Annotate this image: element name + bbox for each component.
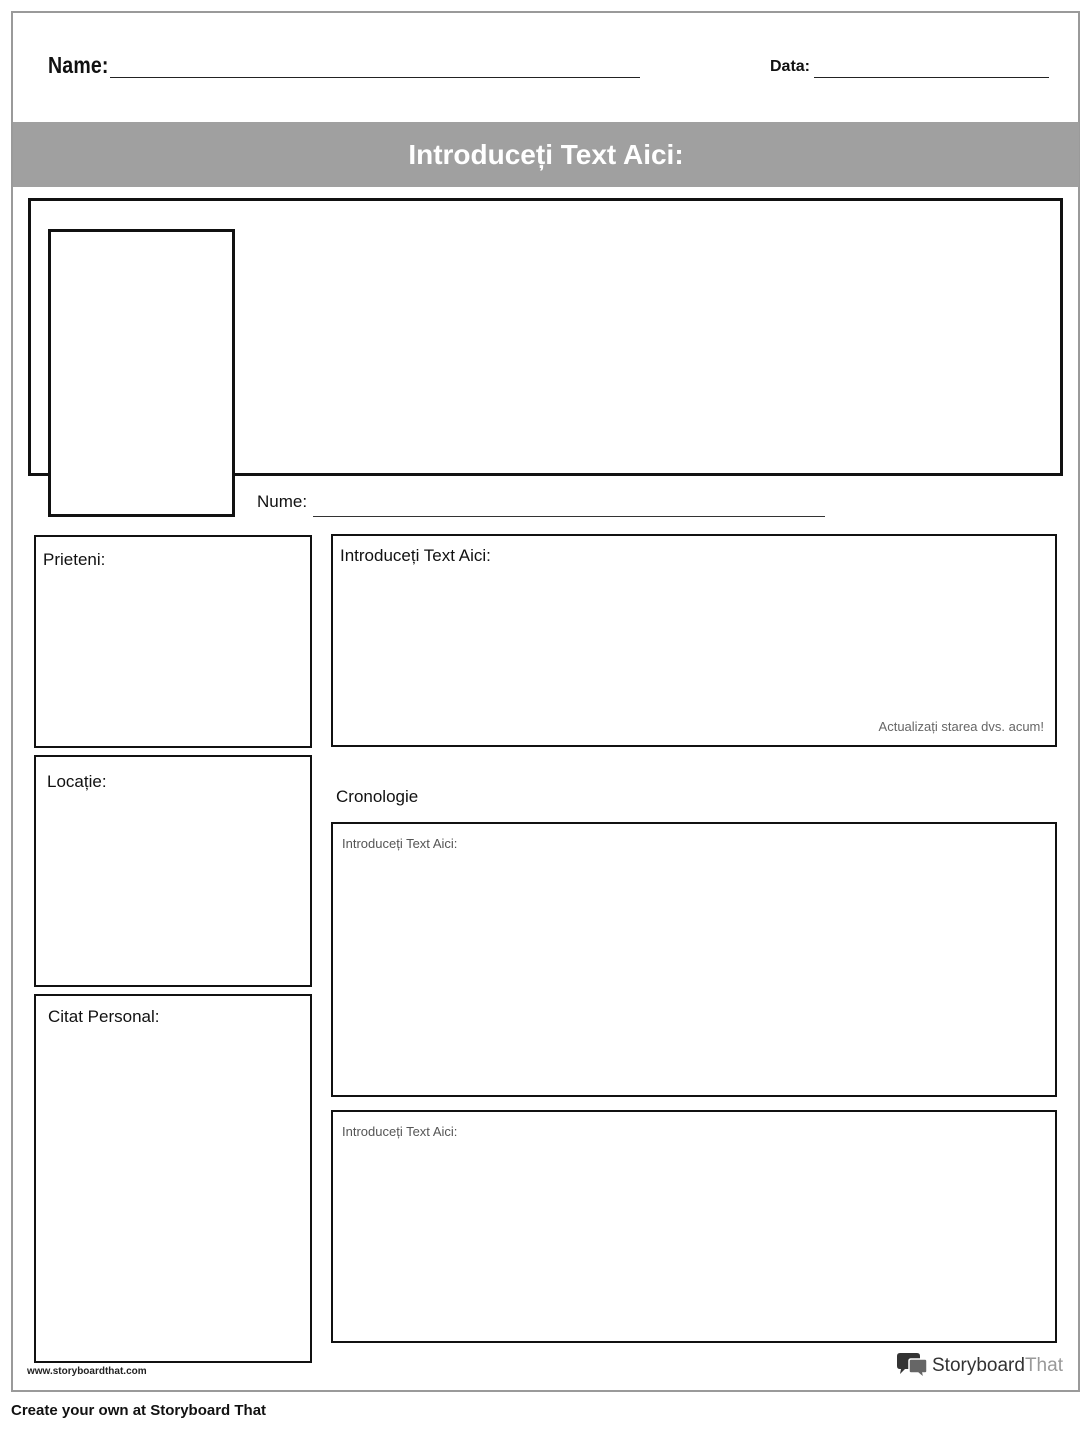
name-line-field[interactable] xyxy=(110,77,640,78)
timeline-title: Cronologie xyxy=(336,787,419,806)
site-url: www.storyboardthat.com xyxy=(27,1366,147,1377)
location-panel[interactable] xyxy=(34,755,312,987)
storyboardthat-logo[interactable] xyxy=(895,1352,1063,1380)
profile-photo-box[interactable] xyxy=(48,229,235,517)
timeline-entry-label: Introduceți Text Aici: xyxy=(342,836,458,851)
brand-name-part1: Storyboard xyxy=(932,1355,1025,1376)
status-hint: Actualizați starea dvs. acum! xyxy=(878,719,1044,734)
quote-panel[interactable] xyxy=(34,994,312,1363)
create-your-own-link[interactable]: Create your own at Storyboard That xyxy=(11,1402,267,1419)
date-line-field[interactable] xyxy=(814,77,1049,78)
title-banner[interactable] xyxy=(13,122,1079,187)
friends-label: Prieteni: xyxy=(43,550,106,569)
speech-bubbles-icon xyxy=(895,1352,929,1380)
timeline-entry[interactable] xyxy=(331,822,1057,1097)
status-panel[interactable] xyxy=(331,534,1057,747)
friends-panel[interactable] xyxy=(34,535,312,748)
timeline-entry[interactable] xyxy=(331,1110,1057,1343)
location-label: Locație: xyxy=(47,772,107,791)
quote-label: Citat Personal: xyxy=(48,1007,160,1026)
brand-name-part2: That xyxy=(1024,1355,1063,1376)
banner-title: Introduceți Text Aici: xyxy=(408,138,684,170)
timeline-entry-label: Introduceți Text Aici: xyxy=(342,1124,458,1139)
profile-name-label: Nume: xyxy=(257,492,308,511)
name-label: Name: xyxy=(48,52,109,78)
status-label: Introduceți Text Aici: xyxy=(340,546,491,565)
date-label: Data: xyxy=(770,58,811,75)
profile-name-line-field[interactable] xyxy=(313,516,825,517)
